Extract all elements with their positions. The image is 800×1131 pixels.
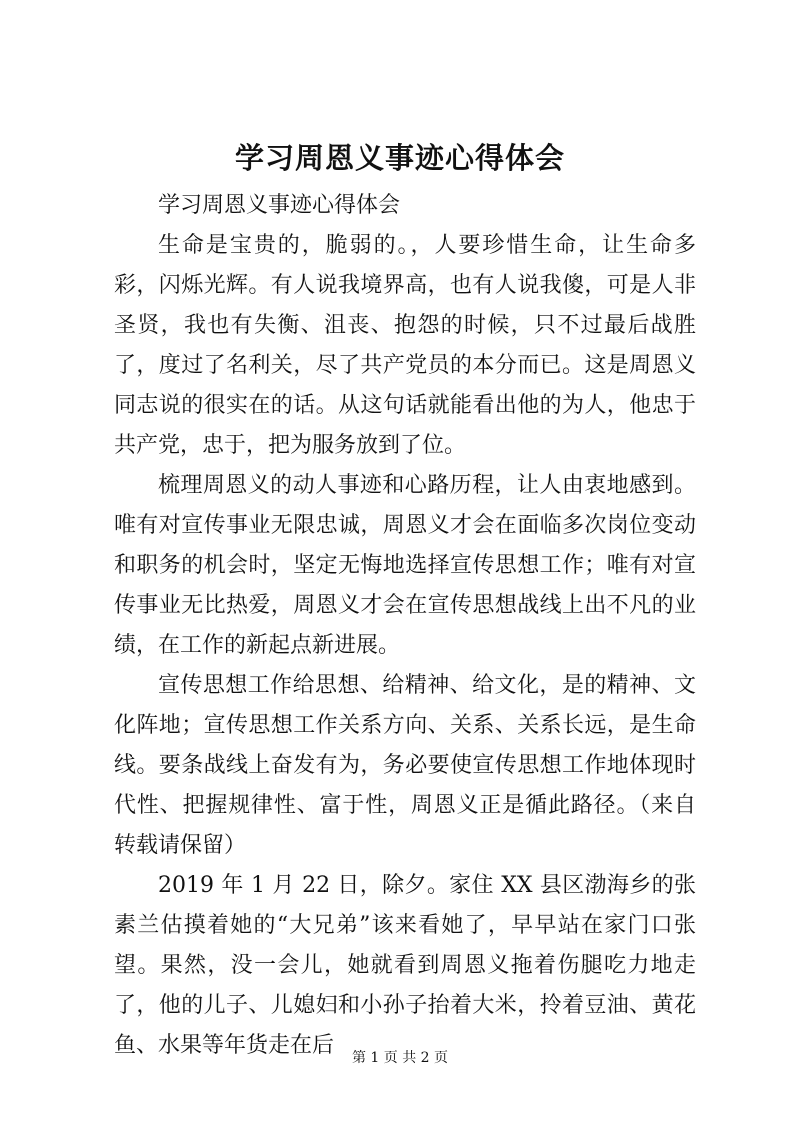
paragraph-subtitle: 学习周恩义事迹心得体会: [158, 193, 401, 218]
page-number-footer: 第 1 页 共 2 页: [351, 1050, 449, 1066]
document-title: 学习周恩义事迹心得体会: [234, 141, 565, 175]
document-body: [114, 186, 696, 1066]
paragraph: 梳理周恩义的动人事迹和心路历程，让人由衷地感到。唯有对宣传事业无限忠诚，周恩义才会在面临多次岗位变动和职务的机会时，坚定无悔地选择宣传思想工作；唯有对宣传事业无比热爱，周恩义才会在宣传思想战线上出不凡的业绩，在工作的新起点新进展。: [114, 473, 696, 658]
paragraph: 生命是宝贵的，脆弱的。，人要珍惜生命，让生命多彩，闪烁光辉。有人说我境界高，也有人说我傻，可是人非圣贤，我也有失衡、沮丧、抱怨的时候，只不过最后战胜了，度过了名利关，尽了共产党员的本分而已。这是周恩义同志说的很实在的话。从这句话就能看出他的为人，他忠于共产党，忠于，把为服务放到了位。: [114, 233, 696, 458]
paragraph: 2019 年 1 月 22 日，除夕。家住 XX 县区渤海乡的张素兰估摸着她的“大兄弟”该来看她了，早早站在家门口张望。果然，没一会儿，她就看到周恩义拖着伤腿吃力地走了，他的儿子、儿媳妇和小孙子抬着大米，拎着豆油、黄花鱼、水果等年货走在后: [114, 873, 696, 1058]
paragraph: 宣传思想工作给思想、给精神、给文化，是的精神、文化阵地；宣传思想工作关系方向、关系、关系长远，是生命线。要条战线上奋发有为，务必要使宣传思想工作地体现时代性、把握规律性、富于性，周恩义正是循此路径。（来自转载请保留）: [114, 673, 696, 858]
